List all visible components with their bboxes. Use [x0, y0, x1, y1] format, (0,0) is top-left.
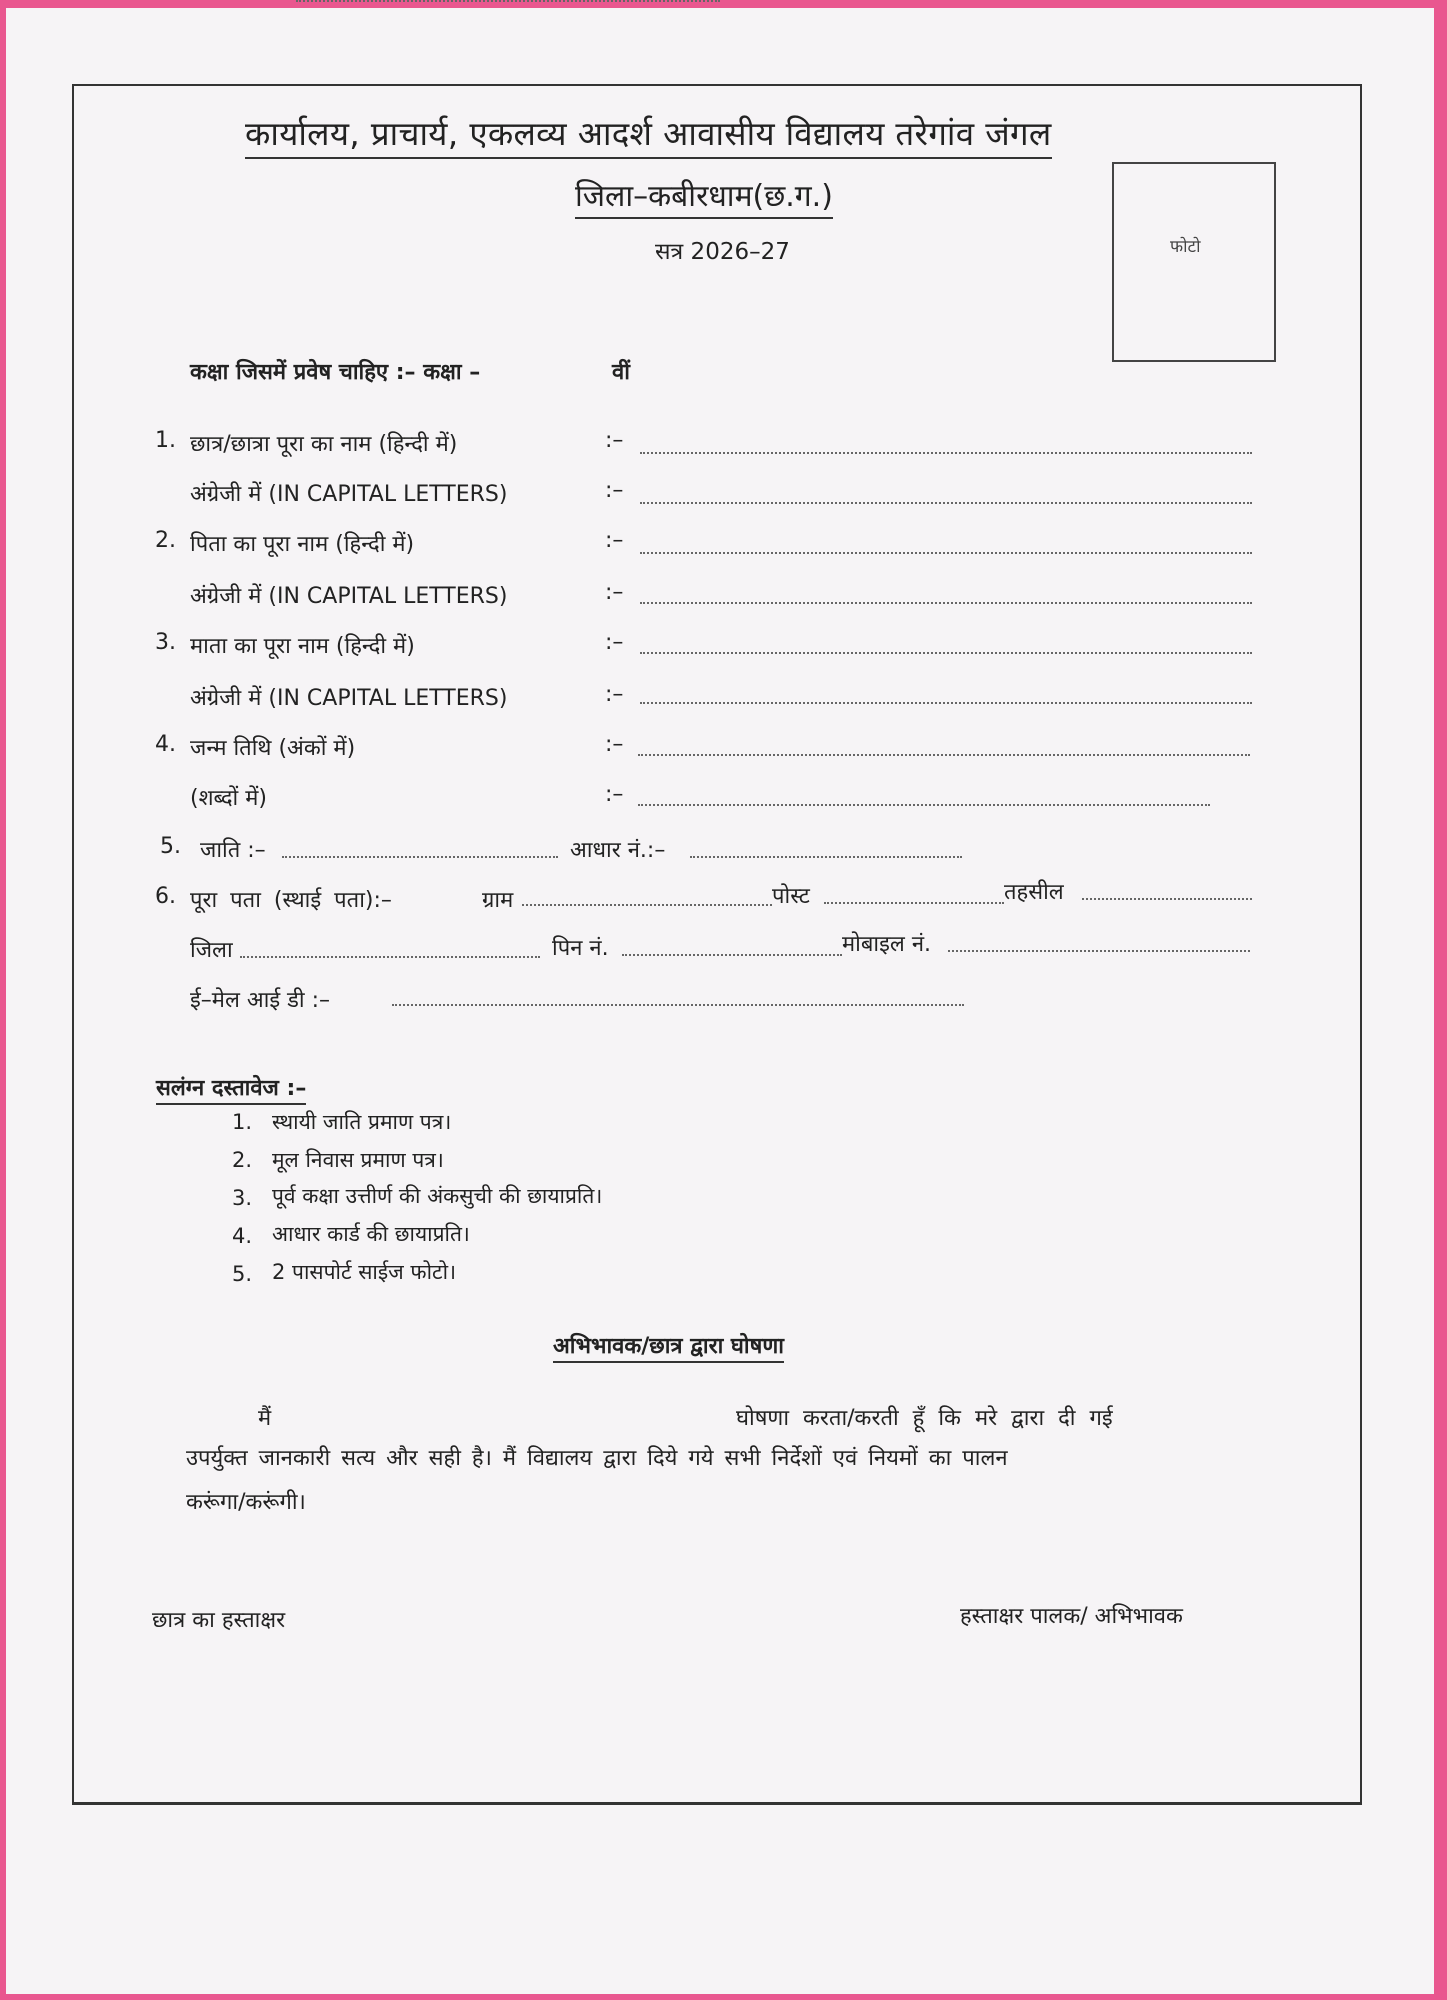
student-name-hindi-field[interactable] [640, 452, 1252, 454]
district-field[interactable] [240, 956, 540, 958]
mother-name-english-field[interactable] [640, 702, 1252, 704]
mother-name-hindi-label: माता का पूरा नाम (हिन्दी में) [190, 634, 415, 659]
photo-box[interactable] [1112, 162, 1276, 362]
student-name-english-label: अंग्रेजी में (IN CAPITAL LETTERS) [190, 482, 508, 507]
father-name-hindi-field[interactable] [640, 552, 1252, 554]
document-item: पूर्व कक्षा उत्तीर्ण की अंकसुची की छायाप्रति। [272, 1184, 603, 1208]
photo-label: फोटो [1170, 237, 1201, 257]
admission-class-label: कक्षा जिसमें प्रवेष चाहिए :– कक्षा – [190, 360, 481, 385]
village-label: ग्राम [482, 888, 514, 913]
field-number-5: 5. [160, 834, 181, 859]
pin-field[interactable] [622, 954, 842, 956]
caste-label: जाति :– [200, 838, 266, 863]
field-number-2: 2. [155, 528, 176, 553]
document-number: 5. [232, 1262, 253, 1286]
field-number-6: 6. [155, 884, 176, 909]
field-number-1: 1. [155, 428, 176, 453]
attached-documents-heading: सलंग्न दस्तावेज :– [156, 1072, 306, 1105]
declaration-prefix: मैं [258, 1406, 272, 1431]
session-label: सत्र 2026–27 [655, 239, 790, 265]
post-label: पोस्ट [772, 884, 810, 909]
aadhaar-label: आधार नं.:– [570, 838, 666, 863]
father-name-english-field[interactable] [640, 602, 1252, 604]
separator: :– [605, 478, 624, 503]
village-field[interactable] [522, 904, 772, 906]
guardian-signature-label: हस्ताक्षर पालक/ अभिभावक [960, 1604, 1183, 1629]
separator: :– [605, 782, 624, 807]
pin-label: पिन नं. [552, 936, 609, 961]
separator: :– [605, 682, 624, 707]
mobile-label: मोबाइल नं. [842, 932, 932, 957]
student-signature-label: छात्र का हस्ताक्षर [152, 1608, 286, 1633]
document-number: 4. [232, 1224, 253, 1248]
document-item: आधार कार्ड की छायाप्रति। [272, 1222, 470, 1246]
declaration-line-3: करूंगा/करूंगी। [186, 1490, 306, 1515]
separator: :– [605, 428, 624, 453]
declarant-name-field[interactable] [296, 0, 720, 2]
document-item: मूल निवास प्रमाण पत्र। [272, 1148, 444, 1172]
aadhaar-field[interactable] [690, 856, 962, 858]
document-number: 3. [232, 1186, 253, 1210]
caste-field[interactable] [282, 856, 558, 858]
admission-class-input[interactable] [562, 356, 604, 384]
father-name-hindi-label: पिता का पूरा नाम (हिन्दी में) [190, 532, 415, 557]
document-item: 2 पासपोर्ट साईज फोटो। [272, 1260, 457, 1284]
post-field[interactable] [824, 902, 1004, 904]
document-number: 2. [232, 1148, 253, 1172]
district-label: जिला [190, 938, 233, 963]
dob-digits-field[interactable] [638, 754, 1250, 756]
separator: :– [605, 528, 624, 553]
mother-name-hindi-field[interactable] [640, 652, 1252, 654]
declaration-line-1: घोषणा करता/करती हूँ कि मरे द्वारा दी गई [736, 1406, 1113, 1431]
address-label: पूरा पता (स्थाई पता):– [190, 888, 392, 913]
field-number-3: 3. [155, 630, 176, 655]
student-name-english-field[interactable] [640, 502, 1252, 504]
father-name-english-label: अंग्रेजी में (IN CAPITAL LETTERS) [190, 584, 508, 609]
separator: :– [605, 630, 624, 655]
tehsil-label: तहसील [1004, 880, 1064, 905]
document-item: स्थायी जाति प्रमाण पत्र। [272, 1110, 452, 1134]
tehsil-field[interactable] [1082, 898, 1252, 900]
email-label: ई–मेल आई डी :– [190, 988, 331, 1013]
dob-words-label: (शब्दों में) [190, 786, 267, 811]
separator: :– [605, 580, 624, 605]
separator: :– [605, 732, 624, 757]
admission-class-suffix: वीं [612, 360, 630, 385]
office-title: कार्यालय, प्राचार्य, एकलव्य आदर्श आवासीय विद्यालय तरेगांव जंगल [245, 110, 1052, 159]
field-number-4: 4. [155, 732, 176, 757]
mother-name-english-label: अंग्रेजी में (IN CAPITAL LETTERS) [190, 686, 508, 711]
declaration-line-2: उपर्युक्त जानकारी सत्य और सही है। मैं विद्यालय द्वारा दिये गये सभी निर्देशों एवं नियमों का पालन [186, 1446, 1008, 1471]
student-name-hindi-label: छात्र/छात्रा पूरा का नाम (हिन्दी में) [190, 432, 458, 457]
dob-digits-label: जन्म तिथि (अंकों में) [190, 736, 356, 761]
declaration-heading: अभिभावक/छात्र द्वारा घोषणा [553, 1330, 784, 1363]
mobile-field[interactable] [948, 950, 1250, 952]
document-number: 1. [232, 1110, 253, 1134]
dob-words-field[interactable] [638, 804, 1210, 806]
district-title: जिला–कबीरधाम(छ.ग.) [575, 174, 833, 219]
email-field[interactable] [392, 1004, 964, 1006]
